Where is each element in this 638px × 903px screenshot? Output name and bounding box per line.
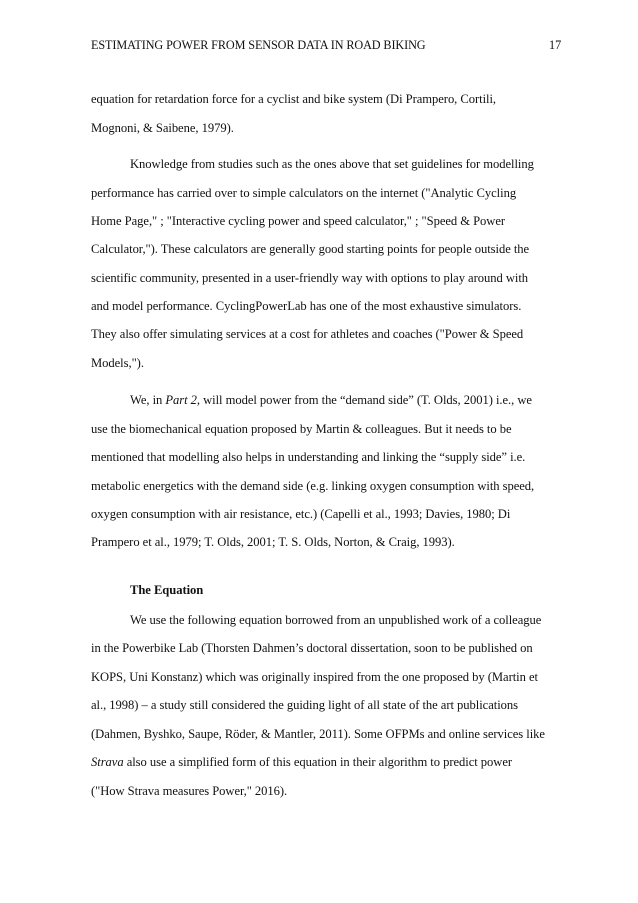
text-line: KOPS, Uni Konstanz) which was originally inspired from the one proposed by (Martin et xyxy=(91,670,538,684)
text-line: ("How Strava measures Power," 2016). xyxy=(91,784,288,798)
text-run: will model power from the “demand side” (T. Olds, 2001) i.e., we xyxy=(200,393,532,407)
text-line: Knowledge from studies such as the ones above that set guidelines for modelling xyxy=(130,157,534,171)
text-line xyxy=(130,393,532,408)
text-line: They also offer simulating services at a cost for athletes and coaches ("Power & Speed xyxy=(91,327,524,341)
text-line: al., 1998) – a study still considered the guiding light of all state of the art publications xyxy=(91,698,519,712)
section-heading: The Equation xyxy=(130,583,204,597)
text-line: Home Page," ; "Interactive cycling power and speed calculator," ; "Speed & Power xyxy=(91,214,506,228)
text-line xyxy=(91,755,512,770)
text-line: and model performance. CyclingPowerLab has one of the most exhaustive simulators. xyxy=(91,299,522,313)
italic-text: Part 2, xyxy=(165,393,200,407)
text-line: (Dahmen, Byshko, Saupe, Röder, & Mantler, 2011). Some OFPMs and online services like xyxy=(91,727,545,741)
text-line: use the biomechanical equation proposed by Martin & colleagues. But it needs to be xyxy=(91,422,512,436)
text-line: Calculator,"). These calculators are generally good starting points for people outside the xyxy=(91,242,530,256)
text-line: Models,"). xyxy=(91,356,144,370)
text-run: We, in xyxy=(130,393,166,407)
text-run: also use a simplified form of this equation in their algorithm to predict power xyxy=(123,755,513,769)
text-line: We use the following equation borrowed from an unpublished work of a colleague xyxy=(130,613,542,627)
page-number: 17 xyxy=(549,38,562,52)
text-line: equation for retardation force for a cyclist and bike system (Di Prampero, Cortili, xyxy=(91,92,497,106)
text-line: scientific community, presented in a user-friendly way with options to play around with xyxy=(91,271,529,285)
text-line: in the Powerbike Lab (Thorsten Dahmen’s doctoral dissertation, soon to be published on xyxy=(91,641,533,655)
text-line: mentioned that modelling also helps in understanding and linking the “supply side” i.e. xyxy=(91,450,526,464)
text-line: performance has carried over to simple calculators on the internet ("Analytic Cycling xyxy=(91,186,517,200)
italic-text: Strava xyxy=(91,755,124,769)
text-line: metabolic energetics with the demand side (e.g. linking oxygen consumption with speed, xyxy=(91,479,535,493)
text-line: oxygen consumption with air resistance, etc.) (Capelli et al., 1993; Davies, 1980; Di xyxy=(91,507,511,521)
text-line: Prampero et al., 1979; T. Olds, 2001; T. S. Olds, Norton, & Craig, 1993). xyxy=(91,535,455,549)
text-line: Mognoni, & Saibene, 1979). xyxy=(91,121,234,135)
running-head: ESTIMATING POWER FROM SENSOR DATA IN ROAD BIKING xyxy=(91,38,426,52)
